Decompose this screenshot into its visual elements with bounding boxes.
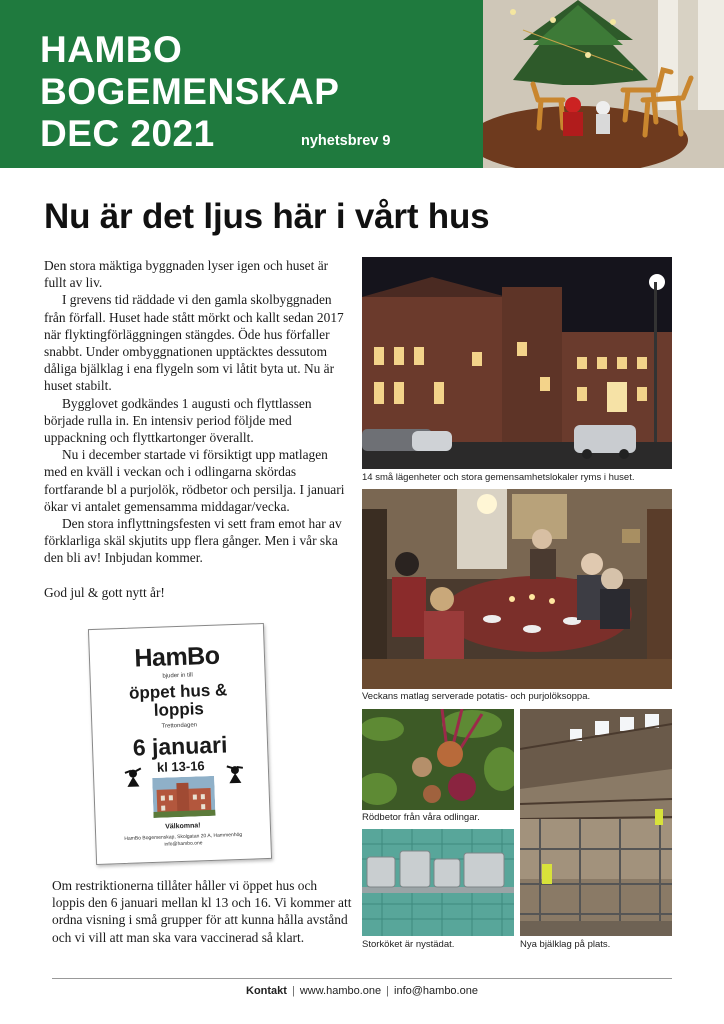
- greeting: God jul & gott nytt år!: [44, 584, 165, 600]
- building-at-night-photo: [362, 257, 672, 469]
- poster-address: HamBo Bogemenskap, Skolgatan 20 A, Hammenhög: [124, 831, 243, 842]
- issue-number: nyhetsbrev 9: [301, 133, 391, 149]
- caption-floor: Nya bjälklag på plats.: [520, 939, 611, 950]
- article-paragraph: Den stora inflyttningsfesten vi sett fram emot har av förklarliga skäl skjutits upp flera gånger. Men i vår ska den bli av! Inbjudan kommer.: [44, 516, 342, 566]
- poster-title: HamBo: [133, 641, 220, 673]
- footer-divider: [52, 978, 672, 979]
- footer-email-link[interactable]: info@hambo.one: [394, 985, 478, 997]
- masthead-title-line1: HAMBO: [40, 29, 183, 70]
- article-paragraph: Den stora mäktiga byggnaden lyser igen och huset är fullt av liv.: [44, 258, 329, 291]
- article-paragraph: Nu i december startade vi försiktigt upp matlagen med en kväll i veckan och i odlingarna skördas fortfarande bl a purjolök, rödbetor och persilja. I januari ökar vi antalet gemensamma middagar/vecka.: [44, 447, 345, 514]
- article-paragraph: I grevens tid räddade vi den gamla skolbyggnaden från förfall. Huset hade stått mörkt och kallt sedan 2017 när flyktingförläggningen stängdes. Öde hus förfaller snabbt. Under ombyggnationen upptäcktes dessutom dåliga bjälklag i ena flygeln som vi låtit byta ut. Nu är huset stabilt.: [44, 292, 344, 394]
- poster-day-name: Trettondagen: [161, 722, 198, 730]
- caption-building: 14 små lägenheter och stora gemensamhetslokaler ryms i huset.: [362, 472, 635, 483]
- article-headline: Nu är det ljus här i vårt hus: [44, 197, 490, 236]
- poster-time: kl 13-16: [156, 758, 205, 775]
- beetroot-harvest-photo: [362, 709, 514, 810]
- poster-invites: bjuder in till: [162, 672, 193, 680]
- christmas-tree-straw-goats-photo: [483, 0, 724, 168]
- poster-event-line2: loppis: [153, 699, 205, 720]
- footer-website-link[interactable]: www.hambo.one: [299, 985, 382, 997]
- masthead: [0, 0, 483, 168]
- footer-contact-label: Kontakt: [246, 985, 287, 997]
- troll-icon: [122, 766, 145, 789]
- masthead-title-line2: BOGEMENSKAP: [40, 71, 340, 112]
- poster-building-photo: [152, 776, 215, 818]
- caption-kitchen: Storköket är nystädat.: [362, 939, 455, 950]
- caption-beets: Rödbetor från våra odlingar.: [362, 812, 480, 823]
- poster-welcome: Välkomna!: [165, 822, 201, 831]
- event-poster: [88, 623, 272, 865]
- poster-date: 6 januari: [132, 731, 228, 761]
- open-house-text: Om restriktionerna tillåter håller vi öppet hus och loppis den 6 januari mellan kl 13 och 16. Vi kommer att ordna visning i små grupper för att kunna hålla avstånd och vi vill att man ska vara vaccinerad så klart.: [52, 878, 352, 945]
- article-paragraph: Bygglovet godkändes 1 augusti och flyttlassen började rulla in. En intensiv period följde med uppackning och flyttkartonger överallt.: [44, 395, 312, 446]
- poster-email: info@hambo.one: [164, 840, 203, 848]
- masthead-title-line3: DEC 2021: [40, 113, 215, 154]
- candlelit-dinner-photo: [362, 489, 672, 689]
- new-floor-construction-photo: [520, 709, 672, 936]
- article-body: [44, 257, 346, 601]
- poster-event-line1: öppet hus &: [128, 680, 228, 703]
- footer-separator: |: [291, 985, 295, 997]
- caption-dinner: Veckans matlag serverade potatis- och purjolöksoppa.: [362, 691, 591, 702]
- footer: [0, 985, 724, 997]
- footer-separator: |: [386, 985, 390, 997]
- kitchen-pots-photo: [362, 829, 514, 936]
- troll-icon: [224, 763, 247, 786]
